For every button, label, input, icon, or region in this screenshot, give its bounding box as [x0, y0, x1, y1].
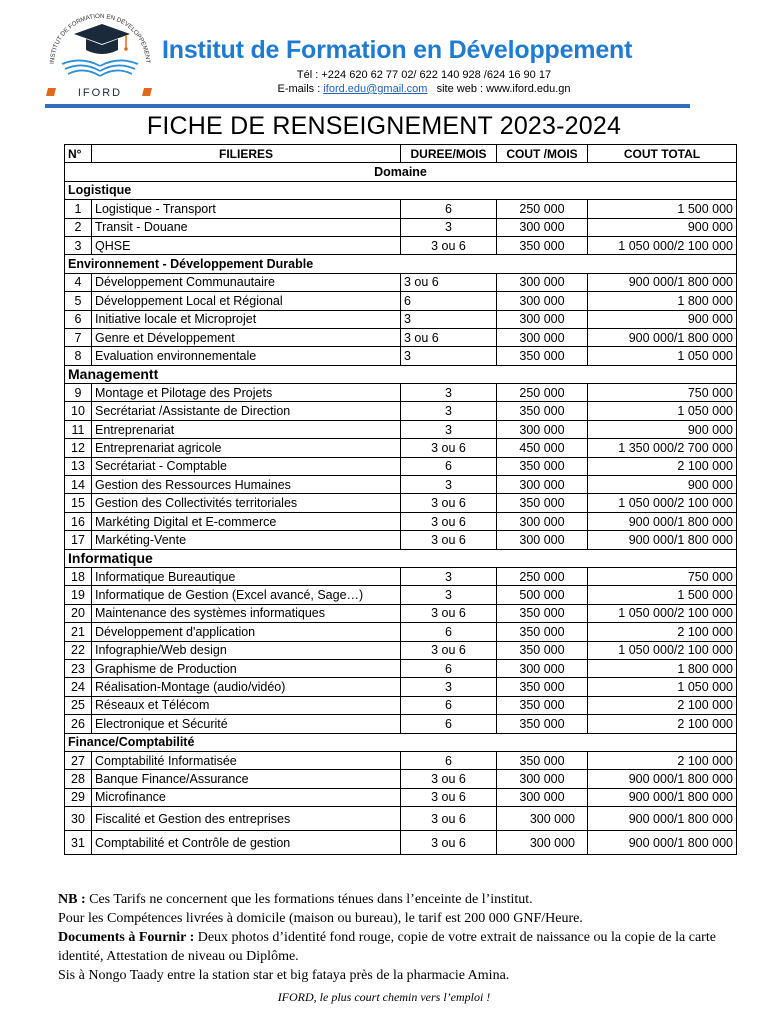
cell-no: 7 — [65, 328, 92, 346]
cell-duree: 3 ou 6 — [401, 831, 497, 855]
cell-filiere: Montage et Pilotage des Projets — [92, 384, 401, 402]
cell-filiere: Evaluation environnementale — [92, 347, 401, 365]
institute-name: Institut de Formation en Développement — [162, 36, 633, 64]
cell-cout-mois: 250 000 — [497, 200, 588, 218]
tuition-table — [64, 144, 737, 855]
table-row — [65, 641, 737, 659]
table-row — [65, 512, 737, 530]
cell-duree: 3 ou 6 — [401, 273, 497, 291]
cell-filiere: Graphisme de Production — [92, 659, 401, 677]
cell-filiere: Développement d'application — [92, 623, 401, 641]
cell-cout-total: 900 000 — [588, 310, 737, 328]
cell-no: 1 — [65, 200, 92, 218]
cell-filiere: Comptabilité et Contrôle de gestion — [92, 831, 401, 855]
cell-filiere: Genre et Développement — [92, 328, 401, 346]
cell-duree: 3 ou 6 — [401, 328, 497, 346]
cell-filiere: Entreprenariat agricole — [92, 439, 401, 457]
cell-cout-total: 1 500 000 — [588, 200, 737, 218]
cell-filiere: Gestion des Collectivités territoriales — [92, 494, 401, 512]
cell-cout-total: 1 800 000 — [588, 659, 737, 677]
cell-duree: 6 — [401, 457, 497, 475]
cell-cout-mois: 250 000 — [497, 567, 588, 585]
cell-cout-total: 900 000 — [588, 420, 737, 438]
cell-cout-total: 2 100 000 — [588, 751, 737, 769]
table-row — [65, 384, 737, 402]
section-row — [65, 733, 737, 751]
note-address: Sis à Nongo Taady entre la station star et big fataya près de la pharmacie Amina. — [58, 968, 510, 983]
cell-filiere: Gestion des Ressources Humaines — [92, 476, 401, 494]
section-row — [65, 365, 737, 383]
cell-filiere: Comptabilité Informatisée — [92, 751, 401, 769]
cell-duree: 3 ou 6 — [401, 788, 497, 806]
table-row — [65, 420, 737, 438]
note-documents — [58, 928, 718, 966]
cell-filiere: Banque Finance/Assurance — [92, 770, 401, 788]
docs-label: Documents à Fournir : — [58, 930, 195, 945]
cell-no: 24 — [65, 678, 92, 696]
table-row — [65, 831, 737, 855]
header-duree: DUREE/MOIS — [401, 145, 497, 163]
cell-no: 9 — [65, 384, 92, 402]
cell-no: 22 — [65, 641, 92, 659]
cell-duree: 3 ou 6 — [401, 439, 497, 457]
table-row — [65, 659, 737, 677]
table-row — [65, 770, 737, 788]
cell-duree: 3 ou 6 — [401, 770, 497, 788]
cell-duree: 3 ou 6 — [401, 807, 497, 831]
cell-cout-mois: 300 000 — [497, 788, 588, 806]
cell-cout-total: 1 350 000/2 700 000 — [588, 439, 737, 457]
section-title: Informatique — [65, 549, 737, 567]
table-row — [65, 310, 737, 328]
header-cout-total: COUT TOTAL — [588, 145, 737, 163]
cell-cout-total: 900 000/1 800 000 — [588, 531, 737, 549]
table-row — [65, 494, 737, 512]
cell-cout-total: 1 050 000/2 100 000 — [588, 236, 737, 254]
cell-no: 8 — [65, 347, 92, 365]
cell-filiere: Informatique Bureautique — [92, 567, 401, 585]
logo-ring-text: INSTITUT DE FORMATION EN DÉVELOPPEMENT — [48, 12, 152, 65]
cell-cout-total: 1 050 000/2 100 000 — [588, 641, 737, 659]
cell-filiere: Développement Local et Régional — [92, 292, 401, 310]
table-row — [65, 236, 737, 254]
cell-no: 3 — [65, 236, 92, 254]
cell-no: 11 — [65, 420, 92, 438]
cell-filiere: Fiscalité et Gestion des entreprises — [92, 807, 401, 831]
cell-no: 5 — [65, 292, 92, 310]
table-row — [65, 623, 737, 641]
cell-filiere: Logistique - Transport — [92, 200, 401, 218]
header-cout-mois: COUT /MOIS — [497, 145, 588, 163]
cell-cout-mois: 350 000 — [497, 347, 588, 365]
cell-no: 29 — [65, 788, 92, 806]
cell-filiere: QHSE — [92, 236, 401, 254]
header-no: N° — [65, 145, 92, 163]
cell-cout-total: 2 100 000 — [588, 623, 737, 641]
cell-duree: 3 — [401, 586, 497, 604]
emails-label: E-mails : — [277, 83, 324, 95]
nb-text: Ces Tarifs ne concernent que les formations ténues dans l’enceinte de l’institut. — [85, 892, 533, 907]
cell-cout-mois: 300 000 — [497, 310, 588, 328]
cell-filiere: Maintenance des systèmes informatiques — [92, 604, 401, 622]
cell-cout-mois: 350 000 — [497, 604, 588, 622]
table-row — [65, 788, 737, 806]
cell-cout-total: 1 050 000 — [588, 402, 737, 420]
cell-cout-mois: 350 000 — [497, 623, 588, 641]
cell-cout-mois: 300 000 — [497, 476, 588, 494]
cell-cout-total: 900 000/1 800 000 — [588, 788, 737, 806]
email-link[interactable]: iford.edu@gmail.com — [323, 83, 428, 95]
header — [0, 0, 768, 110]
section-row — [65, 181, 737, 199]
section-title: Logistique — [65, 181, 737, 199]
cell-cout-total: 750 000 — [588, 567, 737, 585]
cell-duree: 3 — [401, 567, 497, 585]
table-row — [65, 678, 737, 696]
cell-no: 18 — [65, 567, 92, 585]
cell-filiere: Entreprenariat — [92, 420, 401, 438]
cell-filiere: Secrétariat - Comptable — [92, 457, 401, 475]
table-row — [65, 273, 737, 291]
cell-duree: 3 — [401, 678, 497, 696]
cell-cout-mois: 300 000 — [497, 273, 588, 291]
cell-duree: 3 — [401, 402, 497, 420]
cell-filiere: Transit - Douane — [92, 218, 401, 236]
table-row — [65, 292, 737, 310]
cell-duree: 3 ou 6 — [401, 512, 497, 530]
logo-label: IFORD — [77, 87, 123, 99]
cell-no: 26 — [65, 715, 92, 733]
cell-cout-mois: 350 000 — [497, 494, 588, 512]
cell-cout-total: 1 500 000 — [588, 586, 737, 604]
cell-cout-mois: 350 000 — [497, 236, 588, 254]
cell-duree: 3 ou 6 — [401, 604, 497, 622]
cell-no: 27 — [65, 751, 92, 769]
cell-duree: 3 ou 6 — [401, 641, 497, 659]
table-row — [65, 696, 737, 714]
cell-duree: 6 — [401, 292, 497, 310]
cell-cout-mois: 250 000 — [497, 384, 588, 402]
cell-duree: 3 — [401, 384, 497, 402]
cell-cout-total: 900 000/1 800 000 — [588, 807, 737, 831]
cell-cout-mois: 300 000 — [497, 292, 588, 310]
cell-duree: 6 — [401, 623, 497, 641]
table-row — [65, 586, 737, 604]
cell-cout-total: 900 000 — [588, 476, 737, 494]
cell-duree: 3 — [401, 476, 497, 494]
cell-cout-total: 1 800 000 — [588, 292, 737, 310]
cell-cout-mois: 350 000 — [497, 641, 588, 659]
section-title: Environnement - Développement Durable — [65, 255, 737, 273]
cell-cout-mois: 350 000 — [497, 402, 588, 420]
cell-cout-mois: 350 000 — [497, 715, 588, 733]
cell-cout-mois: 300 000 — [497, 807, 588, 831]
cell-cout-mois: 300 000 — [497, 531, 588, 549]
cell-cout-mois: 350 000 — [497, 678, 588, 696]
cell-no: 17 — [65, 531, 92, 549]
cell-cout-mois: 300 000 — [497, 328, 588, 346]
cell-cout-total: 1 050 000/2 100 000 — [588, 604, 737, 622]
section-row — [65, 255, 737, 273]
cell-cout-total: 2 100 000 — [588, 457, 737, 475]
table-row — [65, 347, 737, 365]
cell-duree: 3 — [401, 347, 497, 365]
cell-cout-total: 900 000/1 800 000 — [588, 328, 737, 346]
table-row — [65, 715, 737, 733]
cell-duree: 3 ou 6 — [401, 494, 497, 512]
cell-cout-mois: 300 000 — [497, 420, 588, 438]
cell-no: 31 — [65, 831, 92, 855]
cell-no: 21 — [65, 623, 92, 641]
cell-filiere: Développement Communautaire — [92, 273, 401, 291]
cell-filiere: Electronique et Sécurité — [92, 715, 401, 733]
cell-cout-total: 750 000 — [588, 384, 737, 402]
cell-cout-total: 900 000/1 800 000 — [588, 770, 737, 788]
cell-cout-total: 900 000/1 800 000 — [588, 512, 737, 530]
cell-cout-mois: 450 000 — [497, 439, 588, 457]
table-row — [65, 751, 737, 769]
cell-filiere: Réseaux et Télécom — [92, 696, 401, 714]
cell-no: 19 — [65, 586, 92, 604]
section-title: Finance/Comptabilité — [65, 733, 737, 751]
table-row — [65, 531, 737, 549]
cell-cout-total: 900 000/1 800 000 — [588, 273, 737, 291]
cell-duree: 3 — [401, 218, 497, 236]
cell-cout-total: 1 050 000 — [588, 347, 737, 365]
cell-cout-total: 1 050 000/2 100 000 — [588, 494, 737, 512]
table-row — [65, 457, 737, 475]
cell-no: 14 — [65, 476, 92, 494]
domaine-label: Domaine — [65, 163, 737, 181]
header-filieres: FILIERES — [92, 145, 401, 163]
cell-no: 6 — [65, 310, 92, 328]
cell-no: 13 — [65, 457, 92, 475]
table-row — [65, 200, 737, 218]
cell-no: 2 — [65, 218, 92, 236]
cell-cout-mois: 500 000 — [497, 586, 588, 604]
phone-line: Tél : +224 620 62 77 02/ 622 140 928 /624 16 90 17 — [296, 69, 552, 81]
cell-filiere: Réalisation-Montage (audio/vidéo) — [92, 678, 401, 696]
cell-cout-total: 2 100 000 — [588, 715, 737, 733]
nb-label: NB : — [58, 892, 86, 907]
website: site web : www.iford.edu.gn — [436, 83, 571, 95]
note-nb — [58, 890, 718, 909]
cell-duree: 3 — [401, 420, 497, 438]
note-home-rate: Pour les Compétences livrées à domicile (maison ou bureau), le tarif est 200 000 GNF/Heure. — [58, 911, 583, 926]
cell-cout-mois: 300 000 — [497, 831, 588, 855]
table-row — [65, 218, 737, 236]
table-row — [65, 402, 737, 420]
table-row — [65, 476, 737, 494]
cell-no: 10 — [65, 402, 92, 420]
cell-duree: 6 — [401, 659, 497, 677]
email-line — [40, 83, 768, 95]
section-row — [65, 549, 737, 567]
cell-cout-mois: 300 000 — [497, 770, 588, 788]
cell-duree: 6 — [401, 200, 497, 218]
cell-cout-total: 900 000/1 800 000 — [588, 831, 737, 855]
cell-filiere: Secrétariat /Assistante de Direction — [92, 402, 401, 420]
notes — [58, 890, 718, 985]
footer-slogan: IFORD, le plus court chemin vers l’emploi ! — [277, 990, 491, 1004]
cell-duree: 6 — [401, 696, 497, 714]
cell-filiere: Markéting Digital et E-commerce — [92, 512, 401, 530]
cell-cout-total: 1 050 000 — [588, 678, 737, 696]
domaine-row — [65, 163, 737, 181]
docs-text: Deux photos d’identité fond rouge, copie de votre extrait de naissance ou la copie de la carte identité, Attestation de niveau ou Diplôme. — [58, 930, 716, 964]
section-title: Managementt — [65, 365, 737, 383]
table-row — [65, 439, 737, 457]
cell-cout-mois: 300 000 — [497, 512, 588, 530]
table-row — [65, 604, 737, 622]
cell-cout-mois: 300 000 — [497, 659, 588, 677]
cell-no: 25 — [65, 696, 92, 714]
cell-duree: 6 — [401, 751, 497, 769]
cell-filiere: Markéting-Vente — [92, 531, 401, 549]
cell-cout-mois: 350 000 — [497, 696, 588, 714]
cell-cout-mois: 350 000 — [497, 751, 588, 769]
cell-no: 20 — [65, 604, 92, 622]
cell-filiere: Informatique de Gestion (Excel avancé, Sage…) — [92, 586, 401, 604]
cell-filiere: Infographie/Web design — [92, 641, 401, 659]
cell-cout-mois: 300 000 — [497, 218, 588, 236]
cell-filiere: Initiative locale et Microprojet — [92, 310, 401, 328]
cell-cout-total: 900 000 — [588, 218, 737, 236]
cell-duree: 3 ou 6 — [401, 236, 497, 254]
cell-no: 12 — [65, 439, 92, 457]
cell-no: 30 — [65, 807, 92, 831]
cell-no: 4 — [65, 273, 92, 291]
table-header-row — [65, 145, 737, 163]
cell-no: 15 — [65, 494, 92, 512]
cell-duree: 3 ou 6 — [401, 531, 497, 549]
table-row — [65, 807, 737, 831]
page-title: FICHE DE RENSEIGNEMENT 2023-2024 — [146, 112, 622, 140]
cell-cout-total: 2 100 000 — [588, 696, 737, 714]
cell-no: 23 — [65, 659, 92, 677]
header-divider — [45, 104, 690, 108]
cell-cout-mois: 350 000 — [497, 457, 588, 475]
table-row — [65, 567, 737, 585]
cell-filiere: Microfinance — [92, 788, 401, 806]
table-row — [65, 328, 737, 346]
cell-no: 16 — [65, 512, 92, 530]
cell-no: 28 — [65, 770, 92, 788]
cell-duree: 3 — [401, 310, 497, 328]
cell-duree: 6 — [401, 715, 497, 733]
